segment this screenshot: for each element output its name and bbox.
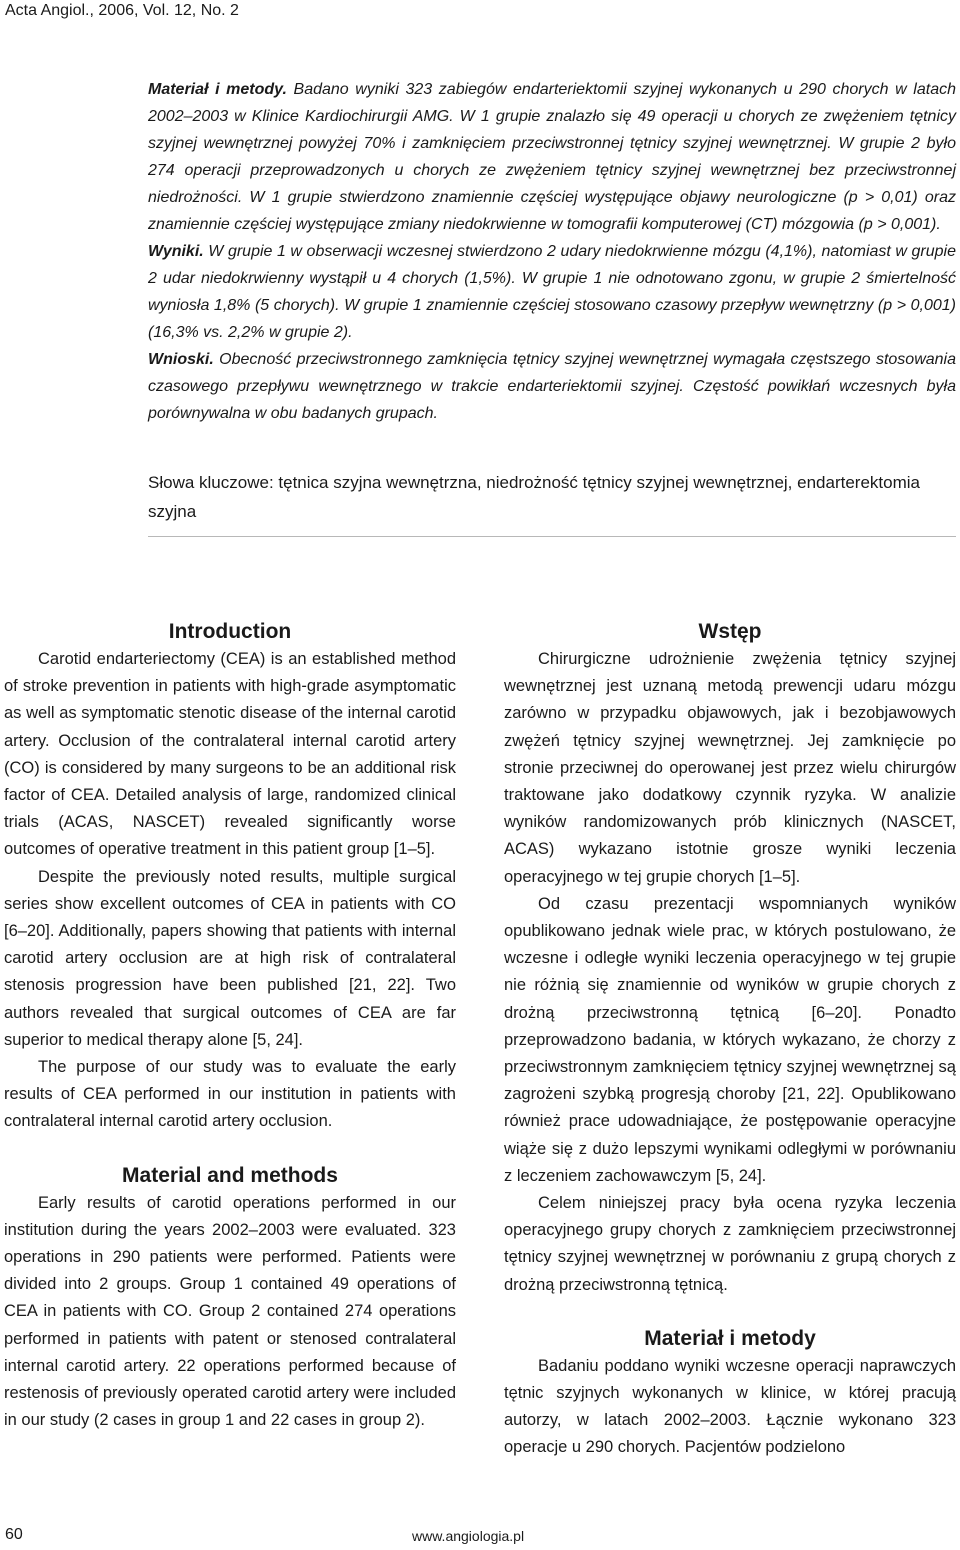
left-column bbox=[4, 618, 456, 1434]
wstep-paragraph-3: Celem niniejszej pracy była ocena ryzyka leczenia operacyjnego grupy chorych z zamknięciem przeciwstronnej tętnicy szyjnej wewnętrznej w porównaniu z grupą chorych z drożną przeciwstronną tętnicą. bbox=[504, 1194, 956, 1294]
abstract-results-text: W grupie 1 w obserwacji wczesnej stwierdzono 2 udary niedokrwienne mózgu (4,1%), natomiast w grupie 2 udar niedokrwienny wystąpił u 4 chorych (1,5%). W grupie 1 nie odnotowano zgonu, w grupie 2 śmiertelność wyniosła 1,8% (5 chorych). W grupie 1 znamiennie częściej stosowano czasowy przepływ wewnętrzny (p > 0,001) (16,3% vs. 2,2% w grupie 2). bbox=[148, 243, 956, 341]
metody-heading: Materiał i metody bbox=[644, 1326, 816, 1350]
abstract-conclusions-text: Obecność przeciwstronnego zamknięcia tętnicy szyjnej wewnętrznej wymagała częstszego stosowania czasowego przepływu wewnętrznego w trakcie endarteriektomii szyjnej. Częstość powikłań wczesnych była porównywalna w obu badanych grupach. bbox=[148, 351, 956, 422]
running-head: Acta Angiol., 2006, Vol. 12, No. 2 bbox=[5, 2, 239, 19]
abstract-results-label: Wyniki. bbox=[148, 243, 204, 260]
methods-paragraph-1: Early results of carotid operations performed in our institution during the years 2002–2003 were evaluated. 323 operations in 290 patients were performed. Patients were divided into 2 groups. Group 1 contained 49 operations of CEA in patients with CO. Group 2 contained 274 operations performed in patients with patent or stenosed contralateral internal carotid artery. 22 operations performed because of restenosis of previously operated carotid artery were included in our study (2 cases in group 1 and 22 cases in group 2). bbox=[4, 1193, 456, 1430]
metody-paragraph-1: Badaniu poddano wyniki wczesne operacji naprawczych tętnic szyjnych wykonanych w klinice, w której pracują autorzy, w latach 2002–2003. Łącznie wykonano 323 operacje u 290 chorych. Pacjentów podzielono bbox=[504, 1356, 956, 1457]
introduction-paragraph-2: Despite the previously noted results, multiple surgical series show excellent outcomes of CEA in patients with CO [6–20]. Additionally, papers showing that patients with internal carotid artery occlusion are at high risk of contralateral stenosis progression have been published [21, 22]. Two authors revealed that surgical outcomes of CEA are far superior to medical therapy alone [5, 24]. bbox=[4, 867, 456, 1049]
wstep-heading: Wstęp bbox=[698, 620, 762, 643]
introduction-heading: Introduction bbox=[168, 620, 292, 643]
spacer bbox=[504, 1299, 956, 1325]
footer-url: www.angiologia.pl bbox=[412, 1528, 525, 1544]
wstep-paragraph-1: Chirurgiczne udrożnienie zwężenia tętnicy szyjnej wewnętrznej jest uznaną metodą prewencji udaru mózgu zarówno w przypadku objawowych, jak i bezobjawowych zwężeń tętnicy szyjnej wewnętrznej. Jej zamknięcie po stronie przeciwnej do operowanej jest przez wielu chirurgów traktowane jako dodatkowy czynnik ryzyka. W analizie wyników randomizowanych prób klinicznych (NASCET, ACAS) wykazano istotnie grosze wyniki leczenia operacyjnego w tej grupie chorych [1–5]. bbox=[504, 650, 956, 886]
right-column bbox=[504, 618, 956, 1462]
abstract-material-label: Materiał i metody. bbox=[148, 81, 287, 98]
introduction-paragraph-3: The purpose of our study was to evaluate the early results of CEA performed in our institution in patients with contralateral internal carotid artery occlusion. bbox=[4, 1058, 456, 1131]
keywords: Słowa kluczowe: tętnica szyjna wewnętrzna, niedrożność tętnicy szyjnej wewnętrznej, endarterektomia szyjna bbox=[148, 473, 920, 521]
abstract-conclusions bbox=[148, 346, 956, 427]
introduction-paragraph-1: Carotid endarteriectomy (CEA) is an established method of stroke prevention in patients with high-grade asymptomatic as well as symptomatic stenotic disease of the internal carotid artery. Occlusion of the contralateral internal carotid artery (CO) is considered by many surgeons to be an additional risk factor of CEA. Detailed analysis of large, randomized clinical trials (ACAS, NASCET) revealed significantly worse outcomes of operative treatment in this patient group [1–5]. bbox=[4, 650, 456, 859]
spacer bbox=[4, 1136, 456, 1162]
wstep-paragraph-2: Od czasu prezentacji wspomnianych wyników opublikowano jednak wiele prac, w których postulowano, że wczesne i odległe wyniki leczenia operacyjnego w tej grupie nie różnią się znamiennie od wyników w grupie chorych z drożną przeciwstronną tętnicą [6–20]. Ponadto przeprowadzono badania, w których wykazano, że chorzy z przeciwstronnym zamknięciem tętnicy szyjnej wewnętrznej są zagrożeni szybką progresją choroby [21, 22]. Opublikowano również prace udowadniające, że postępowanie operacyjne wiąże się z dużo lepszymi wynikami odległymi w porównaniu z leczeniem zachowawczym [5, 24]. bbox=[504, 894, 956, 1185]
abstract-material-text: Badano wyniki 323 zabiegów endarteriektomii szyjnej wykonanych u 290 chorych w latach 2002–2003 w Klinice Kardiochirurgii AMG. W 1 grupie znalazło się 49 operacji u chorych ze zwężeniem tętnicy szyjnej wewnętrznej powyżej 70% i zamknięciem przeciwstronnej tętnicy szyjnej wewnętrznej. W grupie 2 było 274 operacji przeprowadzonych u chorych ze zwężeniem tętnicy szyjnej wewnętrznej bez przeciwstronnej niedrożności. W 1 grupie stwierdzono znamiennie częściej występujące objawy neurologiczne (p > 0,01) oraz znamiennie częściej występujące zmiany niedokrwienne w tomografii komputerowej (CT) mózgowia (p > 0,001). bbox=[148, 81, 956, 233]
abstract-conclusions-label: Wnioski. bbox=[148, 351, 214, 368]
methods-heading: Material and methods bbox=[122, 1163, 338, 1187]
abstract-paragraph bbox=[148, 76, 956, 238]
abstract-results bbox=[148, 238, 956, 346]
page-number: 60 bbox=[5, 1526, 23, 1543]
abstract bbox=[148, 76, 956, 427]
section-divider bbox=[148, 536, 956, 537]
